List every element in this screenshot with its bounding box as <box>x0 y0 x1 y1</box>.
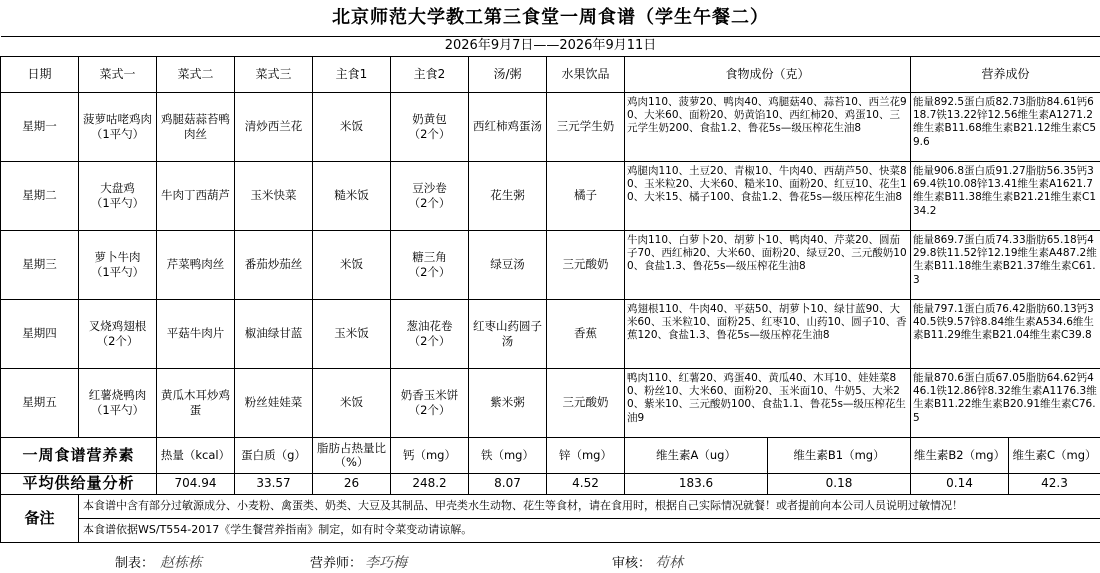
staple2-name: 豆沙卷 <box>412 181 447 196</box>
guideline-note: 本食谱依据WS/T554-2017《学生餐营养指南》制定，如有时令菜变动请谅解。 <box>79 518 1100 542</box>
header-dish1: 菜式一 <box>79 56 157 92</box>
average-supply-row <box>1 473 1100 494</box>
staple2-cell <box>391 92 469 161</box>
nutrient-value: 26 <box>313 473 391 494</box>
fruit-cell: 三元酸奶 <box>547 230 625 299</box>
staple2-cell <box>391 299 469 368</box>
nutrient-value: 8.07 <box>469 473 547 494</box>
staple1-cell: 米饭 <box>313 230 391 299</box>
staple2-name: 奶黄包 <box>412 112 447 127</box>
staple2-cell <box>391 368 469 437</box>
nutrition-cell: 能量870.6蛋白质67.05脂肪64.62钙446.1铁12.86锌8.32维生素A1176.3维生素B11.22维生素B20.91维生素C76.5 <box>911 368 1100 437</box>
fruit-cell: 三元酸奶 <box>547 368 625 437</box>
staple2-portion: （2个） <box>408 402 451 417</box>
dish3-cell: 番茄炒茄丝 <box>235 230 313 299</box>
header-fruit: 水果饮品 <box>547 56 625 92</box>
dish3-cell: 清炒西兰花 <box>235 92 313 161</box>
nutrient-name: 维生素B1（mg） <box>768 437 911 473</box>
nutrient-value: 248.2 <box>391 473 469 494</box>
dish3-cell: 椒油绿甘蓝 <box>235 299 313 368</box>
header-dish3: 菜式三 <box>235 56 313 92</box>
nutrient-name: 脂肪占热量比（%） <box>313 437 391 473</box>
maker-signature: 赵栋栋 <box>160 555 202 571</box>
header-staple1: 主食1 <box>313 56 391 92</box>
staple1-cell: 米饭 <box>313 368 391 437</box>
nutritionist-label: 营养师： <box>310 556 363 571</box>
dish1-portion: （1平勺） <box>90 264 145 279</box>
nutrient-value: 4.52 <box>547 473 625 494</box>
nutrient-value: 42.3 <box>1009 473 1100 494</box>
nutrition-cell: 能量797.1蛋白质76.42脂肪60.13钙340.5铁9.57锌8.84维生素A534.6维生素B11.29维生素B21.04维生素C39.8 <box>911 299 1100 368</box>
ingredients-cell: 鸭肉110、红薯20、鸡蛋40、黄瓜40、木耳10、娃娃菜80、粉丝10、大米60、面粉20、玉米面10、牛奶5、大米20、紫米10、三元酸奶100、食盐1.1、鲁花5s—级压榨花生油9 <box>625 368 911 437</box>
soup-cell: 紫米粥 <box>469 368 547 437</box>
staple2-cell <box>391 230 469 299</box>
allergen-note: 本食谱中含有部分过敏源成分、小麦粉、禽蛋类、奶类、大豆及其制品、甲壳类水生动物、花生等食材，请在食用时，根据自己实际情况就餐！或者提前向本公司人员说明过敏情况！ <box>79 494 1100 518</box>
fruit-cell: 三元学生奶 <box>547 92 625 161</box>
nutrient-name: 蛋白质（g） <box>235 437 313 473</box>
date-range: 2026年9月7日——2026年9月11日 <box>1 36 1100 56</box>
day-row <box>1 92 1100 161</box>
nutrition-cell: 能量906.8蛋白质91.27脂肪56.35钙369.4铁10.08锌13.41维生素A1621.7维生素B11.38维生素B21.21维生素C134.2 <box>911 161 1100 230</box>
nutrient-name: 铁（mg） <box>469 437 547 473</box>
signature-row <box>0 550 1100 573</box>
nutrient-name: 锌（mg） <box>547 437 625 473</box>
dish2-cell: 芹菜鸭肉丝 <box>157 230 235 299</box>
dish1-cell <box>79 161 157 230</box>
weekly-nutrient-header-row <box>1 437 1100 473</box>
staple2-portion: （2个） <box>408 333 451 348</box>
day-row <box>1 230 1100 299</box>
dish3-cell: 粉丝娃娃菜 <box>235 368 313 437</box>
dish2-cell: 鸡腿菇蒜苔鸭肉丝 <box>157 92 235 161</box>
day-label: 星期三 <box>1 230 79 299</box>
staple2-name: 葱油花卷 <box>406 319 453 334</box>
nutrient-name: 维生素C（mg） <box>1009 437 1100 473</box>
reviewer-signature: 苟林 <box>655 555 683 571</box>
dish1-portion: （1平勺） <box>90 195 145 210</box>
staple2-name: 奶香玉米饼 <box>400 388 459 403</box>
staple2-name: 糖三角 <box>412 250 447 265</box>
dish1-portion: （1平勺） <box>90 126 145 141</box>
ingredients-cell: 鸡肉110、菠萝20、鸭肉40、鸡腿菇40、蒜苔10、西兰花90、大米60、面粉20、奶黄馅10、西红柿20、鸡蛋10、三元学生奶200、食盐1.2、鲁花5s—级压榨花生油8 <box>625 92 911 161</box>
header-staple2: 主食2 <box>391 56 469 92</box>
dish1-cell <box>79 299 157 368</box>
nutrition-cell: 能量869.7蛋白质74.33脂肪65.18钙429.8铁11.52锌12.19维生素A487.2维生素B11.18维生素B21.37维生素C61.3 <box>911 230 1100 299</box>
nutrient-value: 704.94 <box>157 473 235 494</box>
nutrition-cell: 能量892.5蛋白质82.73脂肪84.61钙618.7铁13.22锌12.56维生素A1271.2维生素B11.68维生素B21.12维生素C59.6 <box>911 92 1100 161</box>
header-soup: 汤/粥 <box>469 56 547 92</box>
nutritionist-signature: 李巧梅 <box>365 555 407 571</box>
ingredients-cell: 鸡腿肉110、土豆20、青椒10、牛肉40、西葫芦50、快菜80、玉米粒20、大米60、糙米10、面粉20、红豆10、花生10、大米15、橘子100、食盐1.2、鲁花5s—级压榨花生油8 <box>625 161 911 230</box>
dish1-name: 萝卜牛肉 <box>94 250 141 265</box>
dish2-cell: 牛肉丁西葫芦 <box>157 161 235 230</box>
soup-cell: 红枣山药圆子汤 <box>469 299 547 368</box>
dish1-name: 菠萝咕咾鸡肉 <box>83 112 152 127</box>
reviewer-label: 审核： <box>612 556 652 571</box>
staple1-cell: 糙米饭 <box>313 161 391 230</box>
dish1-cell <box>79 368 157 437</box>
day-label: 星期四 <box>1 299 79 368</box>
notes-label: 备注 <box>1 494 79 542</box>
dish1-name: 红薯烧鸭肉 <box>88 388 147 403</box>
weekly-nutrients-label: 一周食谱营养素 <box>1 437 157 473</box>
soup-cell: 绿豆汤 <box>469 230 547 299</box>
header-ingredients: 食物成份（克） <box>625 56 911 92</box>
nutrient-value: 183.6 <box>625 473 768 494</box>
day-row <box>1 299 1100 368</box>
fruit-cell: 香蕉 <box>547 299 625 368</box>
header-nutrition: 营养成份 <box>911 56 1100 92</box>
staple1-cell: 米饭 <box>313 92 391 161</box>
day-label: 星期一 <box>1 92 79 161</box>
average-supply-label: 平均供给量分析 <box>1 473 157 494</box>
dish1-portion: （2个） <box>96 333 139 348</box>
maker-label: 制表： <box>115 556 155 571</box>
dish1-name: 大盘鸡 <box>100 181 135 196</box>
staple1-cell: 玉米饭 <box>313 299 391 368</box>
nutrient-value: 33.57 <box>235 473 313 494</box>
header-date: 日期 <box>1 56 79 92</box>
ingredients-cell: 鸡翅根110、牛肉40、平菇50、胡萝卜10、绿甘蓝90、大米60、玉米粒10、面粉25、红枣10、山药10、圆子10、香蕉120、食盐1.3、鲁花5s—级压榨花生油8 <box>625 299 911 368</box>
page-title: 北京师范大学教工第三食堂一周食谱（学生午餐二） <box>1 0 1100 36</box>
day-label: 星期二 <box>1 161 79 230</box>
staple2-portion: （2个） <box>408 126 451 141</box>
dish2-cell: 黄瓜木耳炒鸡蛋 <box>157 368 235 437</box>
nutrient-name: 热量（kcal） <box>157 437 235 473</box>
header-dish2: 菜式二 <box>157 56 235 92</box>
staple2-portion: （2个） <box>408 264 451 279</box>
fruit-cell: 橘子 <box>547 161 625 230</box>
nutrient-name: 维生素B2（mg） <box>911 437 1009 473</box>
day-row <box>1 161 1100 230</box>
soup-cell: 西红柿鸡蛋汤 <box>469 92 547 161</box>
dish3-cell: 玉米快菜 <box>235 161 313 230</box>
dish2-cell: 平菇牛肉片 <box>157 299 235 368</box>
nutrient-name: 钙（mg） <box>391 437 469 473</box>
staple2-cell <box>391 161 469 230</box>
nutrient-value: 0.18 <box>768 473 911 494</box>
dish1-name: 叉烧鸡翅根 <box>88 319 147 334</box>
nutrient-name: 维生素A（ug） <box>625 437 768 473</box>
staple2-portion: （2个） <box>408 195 451 210</box>
nutrient-value: 0.14 <box>911 473 1009 494</box>
dish1-portion: （1平勺） <box>90 402 145 417</box>
soup-cell: 花生粥 <box>469 161 547 230</box>
ingredients-cell: 牛肉110、白萝卜20、胡萝卜10、鸭肉40、芹菜20、圆茄子70、西红柿20、大米60、面粉20、绿豆20、三元酸奶100、食盐1.3、鲁花5s—级压榨花生油8 <box>625 230 911 299</box>
dish1-cell <box>79 92 157 161</box>
day-label: 星期五 <box>1 368 79 437</box>
dish1-cell <box>79 230 157 299</box>
day-row <box>1 368 1100 437</box>
